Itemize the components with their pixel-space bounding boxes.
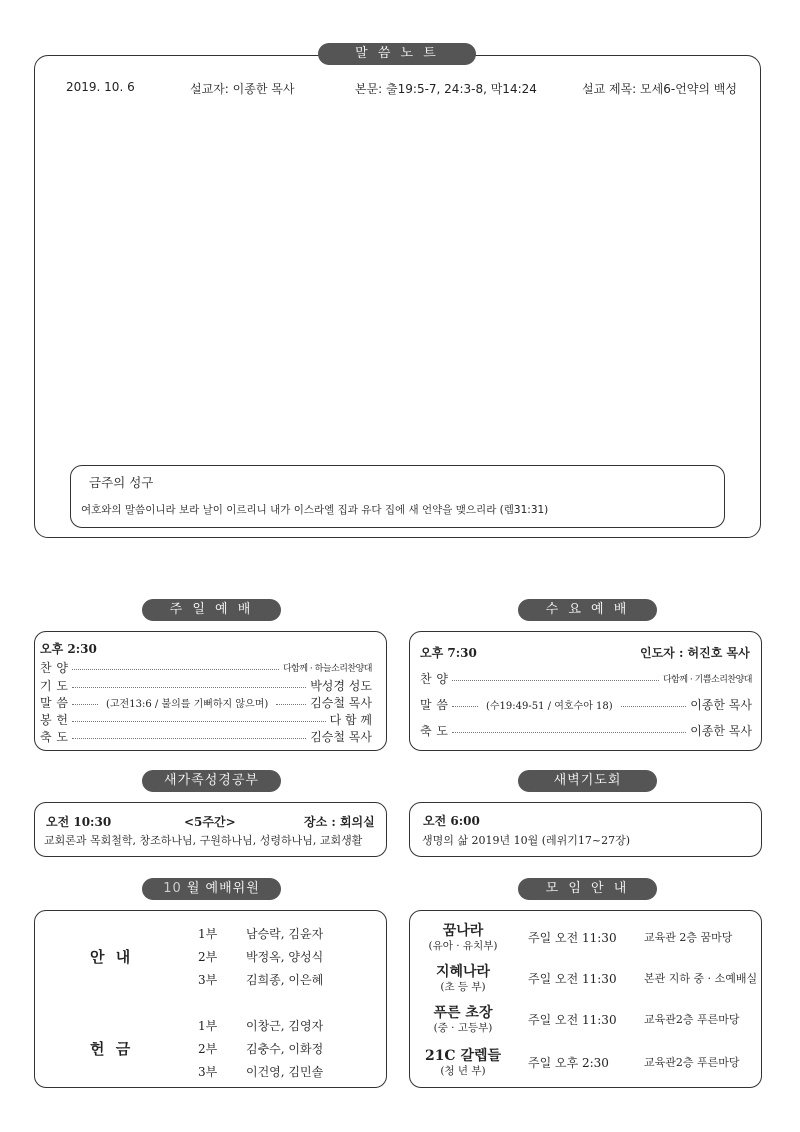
service-row — [420, 722, 752, 739]
leader-dots — [276, 704, 306, 705]
service-row-label — [40, 659, 68, 676]
leader-dots — [72, 721, 326, 722]
label-char: 도 — [436, 724, 448, 738]
committee-part: 1부 — [198, 927, 218, 941]
meetings-title: 모 임 안 내 — [518, 878, 657, 900]
meeting-time: 주일 오후 2:30 — [528, 1056, 609, 1070]
committee-part: 3부 — [198, 1065, 218, 1079]
sunday-service-title: 주 일 예 배 — [142, 599, 281, 621]
meeting-place: 교육관 2층 꿈마당 — [644, 931, 733, 944]
dawn-prayer-content: 생명의 삶 2019년 10월 (레위기17~27장) — [422, 834, 631, 847]
committee-names: 박정옥, 양성식 — [246, 950, 324, 964]
committee-names: 남승락, 김윤자 — [246, 927, 324, 941]
meeting-time: 주일 오전 11:30 — [528, 972, 617, 986]
label-char: 기 — [40, 679, 52, 693]
sunday-service-time: 오후 2:30 — [40, 642, 97, 656]
service-row — [40, 728, 372, 745]
service-row-value: 다함께 · 기쁨소리찬양대 — [662, 675, 752, 685]
label-char: 씀 — [56, 696, 68, 710]
label-char: 찬 — [40, 661, 52, 675]
meeting-group: (중 · 고등부) — [433, 1022, 493, 1034]
committee-names: 김희종, 이은혜 — [246, 973, 324, 987]
service-row-value: 이종한 목사 — [690, 698, 752, 712]
meeting-name: 꿈나라 — [442, 923, 484, 939]
leader-dots — [452, 732, 686, 733]
meeting-group: (청 년 부) — [440, 1065, 486, 1077]
meeting-place: 본관 지하 중 · 소예배실 — [644, 972, 758, 985]
label-char: 말 — [420, 698, 432, 712]
meeting-name: 푸른 초장 — [433, 1005, 493, 1021]
committee-names: 김충수, 이화정 — [246, 1042, 324, 1056]
committee-title — [142, 878, 281, 900]
label-char: 축 — [40, 730, 52, 744]
sermon-scripture: 본문: 출19:5-7, 24:3-8, 막14:24 — [355, 82, 537, 96]
bible-study-place: 장소 : 회의실 — [304, 815, 375, 829]
committee-names: 이건영, 김민솔 — [246, 1065, 324, 1079]
service-row-label — [420, 670, 448, 687]
service-row — [40, 677, 372, 694]
dawn-prayer-box — [409, 802, 762, 857]
sermon-note-title: 말 씀 노 트 — [318, 43, 476, 65]
committee-group-name: 안 내 — [90, 948, 134, 966]
bible-study-weeks: <5주간> — [184, 815, 236, 829]
service-row — [420, 696, 752, 713]
meeting-place: 교육관2층 푸른마당 — [644, 1056, 740, 1069]
service-row-label — [420, 722, 448, 739]
service-row-note: (수19:49-51 / 여호수아 18) — [486, 701, 613, 712]
weekly-verse-heading: 금주의 성구 — [89, 475, 154, 490]
service-row-value: 김승철 목사 — [310, 730, 372, 744]
wednesday-service-time: 오후 7:30 — [420, 646, 477, 660]
label-char: 씀 — [436, 698, 448, 712]
service-row-value: 박성경 성도 — [310, 679, 372, 693]
service-row-value: 다 함 께 — [329, 713, 372, 727]
label-char: 봉 — [40, 713, 52, 727]
service-row-note: (고전13:6 / 불의를 기뻐하지 않으며) — [106, 699, 269, 710]
label-char: 찬 — [420, 672, 432, 686]
leader-dots — [72, 704, 98, 705]
service-row-value: 김승철 목사 — [310, 696, 372, 710]
wednesday-service-leader: 인도자 : 허진호 목사 — [640, 646, 750, 660]
meeting-group: (유아 · 유치부) — [428, 940, 498, 952]
service-row — [420, 670, 752, 687]
committee-group-name: 헌 금 — [90, 1040, 134, 1058]
committee-part: 2부 — [198, 950, 218, 964]
weekly-verse-box — [70, 465, 725, 528]
service-row-label — [420, 696, 448, 713]
sermon-date: 2019. 10. 6 — [66, 80, 135, 94]
leader-dots — [72, 687, 306, 688]
service-row-label — [40, 694, 68, 711]
service-row — [40, 711, 372, 728]
wednesday-service-title: 수 요 예 배 — [518, 599, 657, 621]
committee-part: 1부 — [198, 1019, 218, 1033]
meeting-name: 지혜나라 — [435, 964, 491, 980]
bible-study-topics: 교회론과 목회철학, 창조하나님, 구원하나님, 성령하나님, 교회생활 — [44, 834, 363, 847]
committee-names: 이창근, 김영자 — [246, 1019, 324, 1033]
dawn-prayer-title: 새벽기도회 — [518, 770, 657, 792]
meeting-place: 교육관2층 푸른마당 — [644, 1013, 740, 1026]
service-row-label — [40, 728, 68, 745]
leader-dots — [452, 706, 478, 707]
meeting-group: (초 등 부) — [440, 981, 486, 993]
bible-study-time: 오전 10:30 — [46, 815, 112, 829]
committee-part: 2부 — [198, 1042, 218, 1056]
label-char: 도 — [56, 679, 68, 693]
label-char: 축 — [420, 724, 432, 738]
service-row-label — [40, 677, 68, 694]
meeting-name: 21C 갈렙들 — [424, 1048, 502, 1064]
service-row — [40, 694, 372, 711]
committee-title-text: 월 예배위원 — [181, 881, 260, 896]
leader-dots — [452, 680, 659, 681]
label-char: 도 — [56, 730, 68, 744]
service-row — [40, 659, 372, 676]
leader-dots — [621, 706, 687, 707]
sermon-preacher: 설교자: 이종한 목사 — [190, 82, 295, 96]
committee-month: 10 — [163, 881, 182, 896]
committee-part: 3부 — [198, 973, 218, 987]
service-row-label — [40, 711, 68, 728]
meeting-time: 주일 오전 11:30 — [528, 931, 617, 945]
label-char: 헌 — [56, 713, 68, 727]
dawn-prayer-time: 오전 6:00 — [423, 814, 480, 828]
meeting-time: 주일 오전 11:30 — [528, 1013, 617, 1027]
label-char: 말 — [40, 696, 52, 710]
label-char: 양 — [436, 672, 448, 686]
leader-dots — [72, 738, 306, 739]
label-char: 양 — [56, 661, 68, 675]
sermon-title: 설교 제목: 모세6-언약의 백성 — [582, 82, 737, 96]
service-row-value: 다함께 · 하늘소리찬양대 — [282, 664, 372, 674]
weekly-verse-text: 여호와의 말씀이니라 보라 날이 이르리니 내가 이스라엘 집과 유다 집에 새 언약을 맺으리라 (렘31:31) — [81, 504, 549, 516]
leader-dots — [72, 669, 279, 670]
service-row-value: 이종한 목사 — [690, 724, 752, 738]
bible-study-title: 새가족성경공부 — [142, 770, 281, 792]
